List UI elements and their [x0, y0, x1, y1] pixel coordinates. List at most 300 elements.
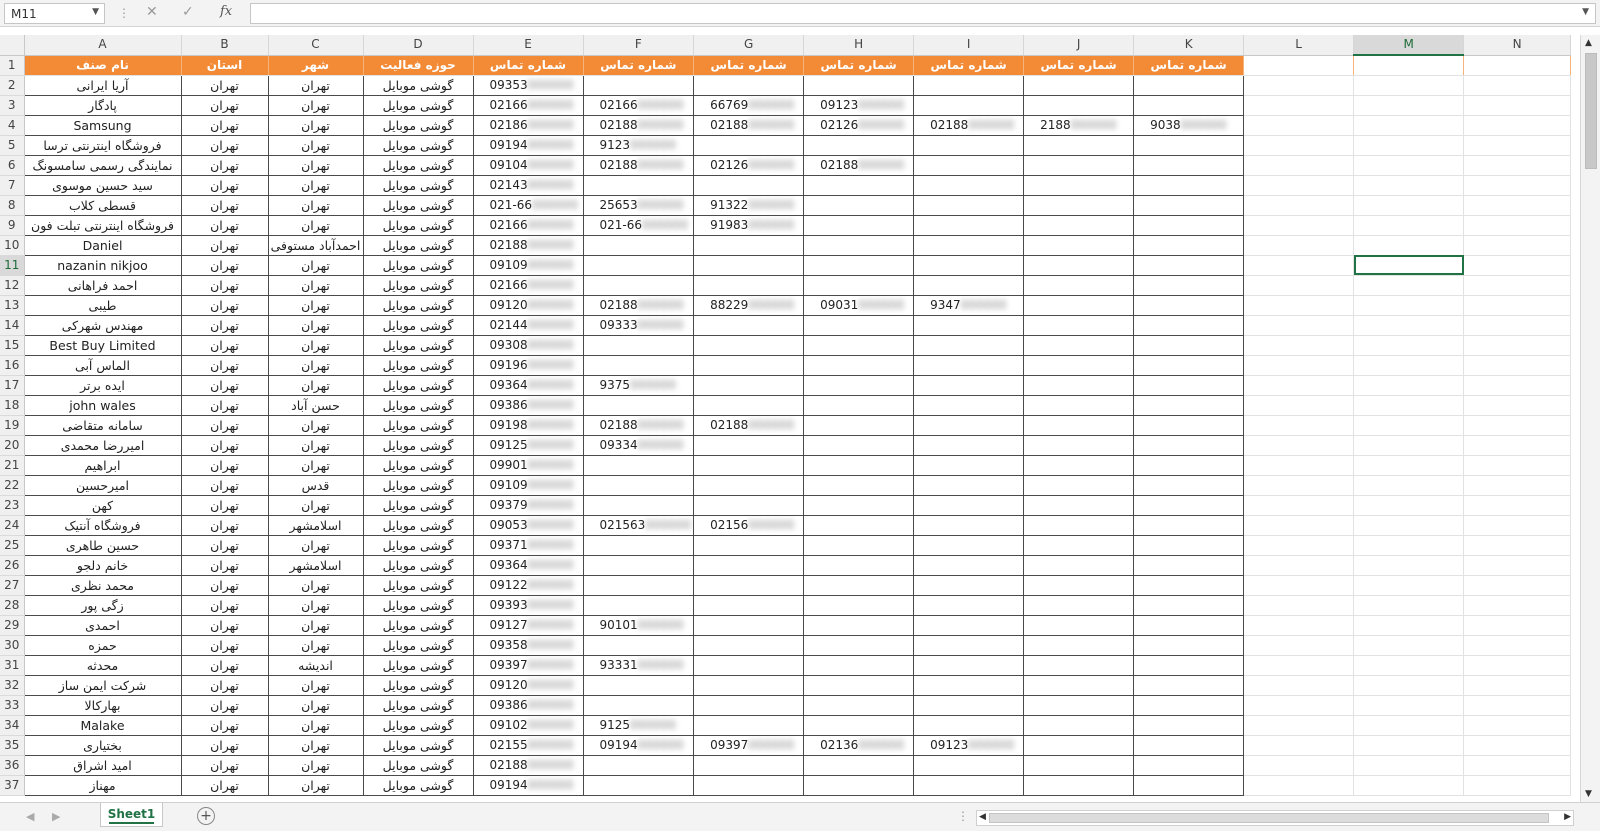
cell-h16[interactable]	[804, 355, 914, 375]
cell-m13[interactable]	[1354, 295, 1464, 315]
cell-b37[interactable]: تهران	[181, 775, 268, 795]
cell-l1[interactable]	[1244, 55, 1354, 75]
cell-f28[interactable]	[583, 595, 694, 615]
cell-d3[interactable]: گوشی موبایل	[363, 95, 473, 115]
header-cell-b[interactable]: استان	[181, 55, 268, 75]
cell-i12[interactable]	[914, 275, 1024, 295]
cell-c2[interactable]: تهران	[268, 75, 363, 95]
cell-m14[interactable]	[1354, 315, 1464, 335]
row-header-23[interactable]: 23	[0, 495, 24, 515]
cell-l10[interactable]	[1244, 235, 1354, 255]
cell-a20[interactable]: امیررضا محمدی	[24, 435, 181, 455]
cell-j10[interactable]	[1024, 235, 1134, 255]
cell-j21[interactable]	[1024, 455, 1134, 475]
check-icon[interactable]: ✓	[182, 4, 194, 20]
cell-h6[interactable]	[804, 155, 914, 175]
cell-m37[interactable]	[1354, 775, 1464, 795]
cell-m32[interactable]	[1354, 675, 1464, 695]
cell-h22[interactable]	[804, 475, 914, 495]
cell-l34[interactable]	[1244, 715, 1354, 735]
row-header-31[interactable]: 31	[0, 655, 24, 675]
cell-b20[interactable]: تهران	[181, 435, 268, 455]
cell-j8[interactable]	[1024, 195, 1134, 215]
row-header-15[interactable]: 15	[0, 335, 24, 355]
cell-e35[interactable]	[473, 735, 583, 755]
cell-n3[interactable]	[1464, 95, 1571, 115]
row-header-8[interactable]: 8	[0, 195, 24, 215]
cell-b2[interactable]: تهران	[181, 75, 268, 95]
row-header-11[interactable]: 11	[0, 255, 24, 275]
cell-i17[interactable]	[914, 375, 1024, 395]
cell-e7[interactable]	[473, 175, 583, 195]
cell-n24[interactable]	[1464, 515, 1571, 535]
cell-f8[interactable]	[583, 195, 694, 215]
cell-i25[interactable]	[914, 535, 1024, 555]
cell-k26[interactable]	[1134, 555, 1244, 575]
cell-n30[interactable]	[1464, 635, 1571, 655]
cell-g32[interactable]	[694, 675, 804, 695]
header-cell-j[interactable]: شماره تماس	[1024, 55, 1134, 75]
cell-f36[interactable]	[583, 755, 694, 775]
vertical-scrollbar[interactable]	[1580, 35, 1600, 802]
cell-c28[interactable]: تهران	[268, 595, 363, 615]
chevron-down-icon[interactable]: ▼	[92, 7, 99, 17]
cell-a25[interactable]: حسین طاهری	[24, 535, 181, 555]
scroll-thumb[interactable]	[1585, 53, 1597, 169]
cell-n17[interactable]	[1464, 375, 1571, 395]
cell-g24[interactable]	[694, 515, 804, 535]
cell-j19[interactable]	[1024, 415, 1134, 435]
row-header-16[interactable]: 16	[0, 355, 24, 375]
cell-g9[interactable]	[694, 215, 804, 235]
cell-c27[interactable]: تهران	[268, 575, 363, 595]
cell-g35[interactable]	[694, 735, 804, 755]
cell-a24[interactable]: فروشگاه آنتیک	[24, 515, 181, 535]
cell-i24[interactable]	[914, 515, 1024, 535]
row-header-1[interactable]: 1	[0, 55, 24, 75]
cell-b32[interactable]: تهران	[181, 675, 268, 695]
cell-c9[interactable]: تهران	[268, 215, 363, 235]
header-cell-a[interactable]: نام صنف	[24, 55, 181, 75]
cell-h23[interactable]	[804, 495, 914, 515]
cell-h20[interactable]	[804, 435, 914, 455]
cell-a33[interactable]: بهارکالا	[24, 695, 181, 715]
row-header-13[interactable]: 13	[0, 295, 24, 315]
row-header-3[interactable]: 3	[0, 95, 24, 115]
cell-k13[interactable]	[1134, 295, 1244, 315]
cell-b12[interactable]: تهران	[181, 275, 268, 295]
cell-k5[interactable]	[1134, 135, 1244, 155]
cell-f35[interactable]	[583, 735, 694, 755]
cell-i37[interactable]	[914, 775, 1024, 795]
cell-n11[interactable]	[1464, 255, 1571, 275]
cell-f11[interactable]	[583, 255, 694, 275]
row-header-32[interactable]: 32	[0, 675, 24, 695]
cell-d5[interactable]: گوشی موبایل	[363, 135, 473, 155]
cell-j22[interactable]	[1024, 475, 1134, 495]
cell-i34[interactable]	[914, 715, 1024, 735]
cell-e34[interactable]	[473, 715, 583, 735]
cell-n33[interactable]	[1464, 695, 1571, 715]
cell-b17[interactable]: تهران	[181, 375, 268, 395]
cell-i27[interactable]	[914, 575, 1024, 595]
cell-e27[interactable]	[473, 575, 583, 595]
cell-n16[interactable]	[1464, 355, 1571, 375]
prev-sheet-icon[interactable]: ◀	[26, 810, 35, 823]
cell-h8[interactable]	[804, 195, 914, 215]
row-header-14[interactable]: 14	[0, 315, 24, 335]
cell-e29[interactable]	[473, 615, 583, 635]
header-cell-h[interactable]: شماره تماس	[804, 55, 914, 75]
cell-d32[interactable]: گوشی موبایل	[363, 675, 473, 695]
cell-e10[interactable]	[473, 235, 583, 255]
cell-l9[interactable]	[1244, 215, 1354, 235]
cell-j24[interactable]	[1024, 515, 1134, 535]
cell-a9[interactable]: فروشگاه اینترنتی تبلت فون	[24, 215, 181, 235]
cell-m25[interactable]	[1354, 535, 1464, 555]
cell-m31[interactable]	[1354, 655, 1464, 675]
cell-m34[interactable]	[1354, 715, 1464, 735]
cell-c31[interactable]: اندیشه	[268, 655, 363, 675]
cell-g22[interactable]	[694, 475, 804, 495]
cell-b28[interactable]: تهران	[181, 595, 268, 615]
column-header-a[interactable]: A	[24, 35, 181, 55]
cell-l14[interactable]	[1244, 315, 1354, 335]
cell-e6[interactable]	[473, 155, 583, 175]
cell-f19[interactable]	[583, 415, 694, 435]
cell-k33[interactable]	[1134, 695, 1244, 715]
cell-i4[interactable]	[914, 115, 1024, 135]
row-header-29[interactable]: 29	[0, 615, 24, 635]
cell-n10[interactable]	[1464, 235, 1571, 255]
row-header-37[interactable]: 37	[0, 775, 24, 795]
cell-d34[interactable]: گوشی موبایل	[363, 715, 473, 735]
cell-k34[interactable]	[1134, 715, 1244, 735]
cell-b14[interactable]: تهران	[181, 315, 268, 335]
cell-d19[interactable]: گوشی موبایل	[363, 415, 473, 435]
cell-n22[interactable]	[1464, 475, 1571, 495]
cell-n23[interactable]	[1464, 495, 1571, 515]
cell-b11[interactable]: تهران	[181, 255, 268, 275]
cell-f14[interactable]	[583, 315, 694, 335]
cell-d14[interactable]: گوشی موبایل	[363, 315, 473, 335]
cell-k15[interactable]	[1134, 335, 1244, 355]
cell-m33[interactable]	[1354, 695, 1464, 715]
cell-b23[interactable]: تهران	[181, 495, 268, 515]
column-header-d[interactable]: D	[363, 35, 473, 55]
cell-n19[interactable]	[1464, 415, 1571, 435]
cell-c10[interactable]: احمدآباد مستوفی	[268, 235, 363, 255]
cell-b3[interactable]: تهران	[181, 95, 268, 115]
cell-j28[interactable]	[1024, 595, 1134, 615]
row-header-36[interactable]: 36	[0, 755, 24, 775]
cell-k24[interactable]	[1134, 515, 1244, 535]
cell-i8[interactable]	[914, 195, 1024, 215]
cell-h32[interactable]	[804, 675, 914, 695]
cell-j20[interactable]	[1024, 435, 1134, 455]
cell-d16[interactable]: گوشی موبایل	[363, 355, 473, 375]
cell-a29[interactable]: احمدی	[24, 615, 181, 635]
cell-d23[interactable]: گوشی موبایل	[363, 495, 473, 515]
cell-h10[interactable]	[804, 235, 914, 255]
cell-g11[interactable]	[694, 255, 804, 275]
cell-m26[interactable]	[1354, 555, 1464, 575]
cell-g14[interactable]	[694, 315, 804, 335]
cell-c8[interactable]: تهران	[268, 195, 363, 215]
cell-f23[interactable]	[583, 495, 694, 515]
cell-b9[interactable]: تهران	[181, 215, 268, 235]
cell-a12[interactable]: احمد فراهانی	[24, 275, 181, 295]
cell-m3[interactable]	[1354, 95, 1464, 115]
cell-e4[interactable]	[473, 115, 583, 135]
cell-j13[interactable]	[1024, 295, 1134, 315]
horizontal-scrollbar[interactable]	[976, 810, 1574, 826]
cell-l32[interactable]	[1244, 675, 1354, 695]
cell-i30[interactable]	[914, 635, 1024, 655]
cell-m30[interactable]	[1354, 635, 1464, 655]
cell-j32[interactable]	[1024, 675, 1134, 695]
cell-h26[interactable]	[804, 555, 914, 575]
cell-g29[interactable]	[694, 615, 804, 635]
cell-d20[interactable]: گوشی موبایل	[363, 435, 473, 455]
row-header-25[interactable]: 25	[0, 535, 24, 555]
cell-n36[interactable]	[1464, 755, 1571, 775]
cell-f16[interactable]	[583, 355, 694, 375]
cell-f5[interactable]	[583, 135, 694, 155]
cell-d6[interactable]: گوشی موبایل	[363, 155, 473, 175]
row-header-5[interactable]: 5	[0, 135, 24, 155]
row-header-9[interactable]: 9	[0, 215, 24, 235]
cell-k12[interactable]	[1134, 275, 1244, 295]
cell-j3[interactable]	[1024, 95, 1134, 115]
cell-c3[interactable]: تهران	[268, 95, 363, 115]
cell-i10[interactable]	[914, 235, 1024, 255]
cell-f10[interactable]	[583, 235, 694, 255]
header-cell-k[interactable]: شماره تماس	[1134, 55, 1244, 75]
drag-handle-icon[interactable]: ⋮	[118, 6, 130, 20]
cell-k10[interactable]	[1134, 235, 1244, 255]
cell-n15[interactable]	[1464, 335, 1571, 355]
cell-f9[interactable]	[583, 215, 694, 235]
cell-f30[interactable]	[583, 635, 694, 655]
split-handle-icon[interactable]: ⋮	[957, 809, 969, 823]
cell-l17[interactable]	[1244, 375, 1354, 395]
cell-h5[interactable]	[804, 135, 914, 155]
header-cell-e[interactable]: شماره تماس	[473, 55, 583, 75]
cell-i23[interactable]	[914, 495, 1024, 515]
cell-n26[interactable]	[1464, 555, 1571, 575]
cell-e22[interactable]	[473, 475, 583, 495]
cell-a6[interactable]: نمایندگی رسمی سامسونگ	[24, 155, 181, 175]
cell-i28[interactable]	[914, 595, 1024, 615]
cell-d7[interactable]: گوشی موبایل	[363, 175, 473, 195]
cell-b24[interactable]: تهران	[181, 515, 268, 535]
cell-j9[interactable]	[1024, 215, 1134, 235]
cell-a11[interactable]: nazanin nikjoo	[24, 255, 181, 275]
cell-f27[interactable]	[583, 575, 694, 595]
cell-l13[interactable]	[1244, 295, 1354, 315]
cell-g19[interactable]	[694, 415, 804, 435]
cell-a16[interactable]: الماس آبی	[24, 355, 181, 375]
cell-a28[interactable]: زگی پور	[24, 595, 181, 615]
cell-b36[interactable]: تهران	[181, 755, 268, 775]
cell-i11[interactable]	[914, 255, 1024, 275]
cell-k2[interactable]	[1134, 75, 1244, 95]
scroll-up-icon[interactable]: ▲	[1585, 38, 1592, 48]
cell-e21[interactable]	[473, 455, 583, 475]
cell-d8[interactable]: گوشی موبایل	[363, 195, 473, 215]
cell-c29[interactable]: تهران	[268, 615, 363, 635]
cell-n12[interactable]	[1464, 275, 1571, 295]
cell-l5[interactable]	[1244, 135, 1354, 155]
cell-l2[interactable]	[1244, 75, 1354, 95]
cell-f17[interactable]	[583, 375, 694, 395]
cell-g6[interactable]	[694, 155, 804, 175]
cell-b15[interactable]: تهران	[181, 335, 268, 355]
cell-a5[interactable]: فروشگاه اینترنتی ترسا	[24, 135, 181, 155]
cell-h31[interactable]	[804, 655, 914, 675]
cell-l7[interactable]	[1244, 175, 1354, 195]
cell-m12[interactable]	[1354, 275, 1464, 295]
cell-a7[interactable]: سید حسین موسوی	[24, 175, 181, 195]
cell-k11[interactable]	[1134, 255, 1244, 275]
cell-h9[interactable]	[804, 215, 914, 235]
cell-j30[interactable]	[1024, 635, 1134, 655]
cell-i29[interactable]	[914, 615, 1024, 635]
cell-g18[interactable]	[694, 395, 804, 415]
cell-m18[interactable]	[1354, 395, 1464, 415]
hscroll-thumb[interactable]	[989, 813, 1549, 823]
cell-m15[interactable]	[1354, 335, 1464, 355]
cell-j17[interactable]	[1024, 375, 1134, 395]
header-cell-g[interactable]: شماره تماس	[694, 55, 804, 75]
cell-n31[interactable]	[1464, 655, 1571, 675]
cell-f22[interactable]	[583, 475, 694, 495]
cell-n37[interactable]	[1464, 775, 1571, 795]
row-header-26[interactable]: 26	[0, 555, 24, 575]
cell-j5[interactable]	[1024, 135, 1134, 155]
row-header-20[interactable]: 20	[0, 435, 24, 455]
cell-b31[interactable]: تهران	[181, 655, 268, 675]
cell-c20[interactable]: تهران	[268, 435, 363, 455]
cell-f34[interactable]	[583, 715, 694, 735]
cell-j31[interactable]	[1024, 655, 1134, 675]
cell-f24[interactable]	[583, 515, 694, 535]
cell-m19[interactable]	[1354, 415, 1464, 435]
scroll-left-icon[interactable]: ◀	[979, 812, 986, 822]
cell-d36[interactable]: گوشی موبایل	[363, 755, 473, 775]
cell-m35[interactable]	[1354, 735, 1464, 755]
cell-d4[interactable]: گوشی موبایل	[363, 115, 473, 135]
cell-l37[interactable]	[1244, 775, 1354, 795]
cell-d18[interactable]: گوشی موبایل	[363, 395, 473, 415]
cell-g23[interactable]	[694, 495, 804, 515]
cell-g16[interactable]	[694, 355, 804, 375]
cell-c32[interactable]: تهران	[268, 675, 363, 695]
cell-g28[interactable]	[694, 595, 804, 615]
row-header-19[interactable]: 19	[0, 415, 24, 435]
cell-a14[interactable]: مهندس شهرکی	[24, 315, 181, 335]
cell-a3[interactable]: پادگار	[24, 95, 181, 115]
cell-g13[interactable]	[694, 295, 804, 315]
cell-e16[interactable]	[473, 355, 583, 375]
cell-b33[interactable]: تهران	[181, 695, 268, 715]
cell-l29[interactable]	[1244, 615, 1354, 635]
cell-j2[interactable]	[1024, 75, 1134, 95]
cell-b13[interactable]: تهران	[181, 295, 268, 315]
cell-h2[interactable]	[804, 75, 914, 95]
header-cell-d[interactable]: حوزه فعالیت	[363, 55, 473, 75]
cell-j37[interactable]	[1024, 775, 1134, 795]
cell-g33[interactable]	[694, 695, 804, 715]
cell-g20[interactable]	[694, 435, 804, 455]
cell-k25[interactable]	[1134, 535, 1244, 555]
cell-e12[interactable]	[473, 275, 583, 295]
cell-l6[interactable]	[1244, 155, 1354, 175]
column-header-l[interactable]: L	[1244, 35, 1354, 55]
cell-n32[interactable]	[1464, 675, 1571, 695]
cell-l36[interactable]	[1244, 755, 1354, 775]
cell-g30[interactable]	[694, 635, 804, 655]
cell-l15[interactable]	[1244, 335, 1354, 355]
column-header-i[interactable]: I	[914, 35, 1024, 55]
cell-c11[interactable]: تهران	[268, 255, 363, 275]
cell-a34[interactable]: Malake	[24, 715, 181, 735]
cell-k31[interactable]	[1134, 655, 1244, 675]
cell-j6[interactable]	[1024, 155, 1134, 175]
cell-i5[interactable]	[914, 135, 1024, 155]
cell-i33[interactable]	[914, 695, 1024, 715]
row-header-4[interactable]: 4	[0, 115, 24, 135]
cell-c24[interactable]: اسلامشهر	[268, 515, 363, 535]
cell-b4[interactable]: تهران	[181, 115, 268, 135]
cell-g12[interactable]	[694, 275, 804, 295]
cell-k27[interactable]	[1134, 575, 1244, 595]
cell-k23[interactable]	[1134, 495, 1244, 515]
cell-l20[interactable]	[1244, 435, 1354, 455]
cell-a21[interactable]: ابراهیم	[24, 455, 181, 475]
cell-c25[interactable]: تهران	[268, 535, 363, 555]
cell-a27[interactable]: محمد نظری	[24, 575, 181, 595]
cell-c14[interactable]: تهران	[268, 315, 363, 335]
cell-j29[interactable]	[1024, 615, 1134, 635]
scroll-right-icon[interactable]: ▶	[1564, 812, 1571, 822]
cell-a8[interactable]: قسطی کلاب	[24, 195, 181, 215]
cell-g36[interactable]	[694, 755, 804, 775]
cell-n25[interactable]	[1464, 535, 1571, 555]
header-cell-f[interactable]: شماره تماس	[583, 55, 694, 75]
cell-d25[interactable]: گوشی موبایل	[363, 535, 473, 555]
cell-i26[interactable]	[914, 555, 1024, 575]
cell-g37[interactable]	[694, 775, 804, 795]
cell-g4[interactable]	[694, 115, 804, 135]
cell-j18[interactable]	[1024, 395, 1134, 415]
cell-h36[interactable]	[804, 755, 914, 775]
cell-c18[interactable]: حسن آباد	[268, 395, 363, 415]
cell-l3[interactable]	[1244, 95, 1354, 115]
row-header-12[interactable]: 12	[0, 275, 24, 295]
cell-k3[interactable]	[1134, 95, 1244, 115]
cell-l4[interactable]	[1244, 115, 1354, 135]
cell-l22[interactable]	[1244, 475, 1354, 495]
cell-c36[interactable]: تهران	[268, 755, 363, 775]
cell-i3[interactable]	[914, 95, 1024, 115]
cell-d12[interactable]: گوشی موبایل	[363, 275, 473, 295]
cell-g31[interactable]	[694, 655, 804, 675]
cell-a4[interactable]: Samsung	[24, 115, 181, 135]
cell-h13[interactable]	[804, 295, 914, 315]
tab-sheet1[interactable]: Sheet1	[100, 803, 163, 827]
